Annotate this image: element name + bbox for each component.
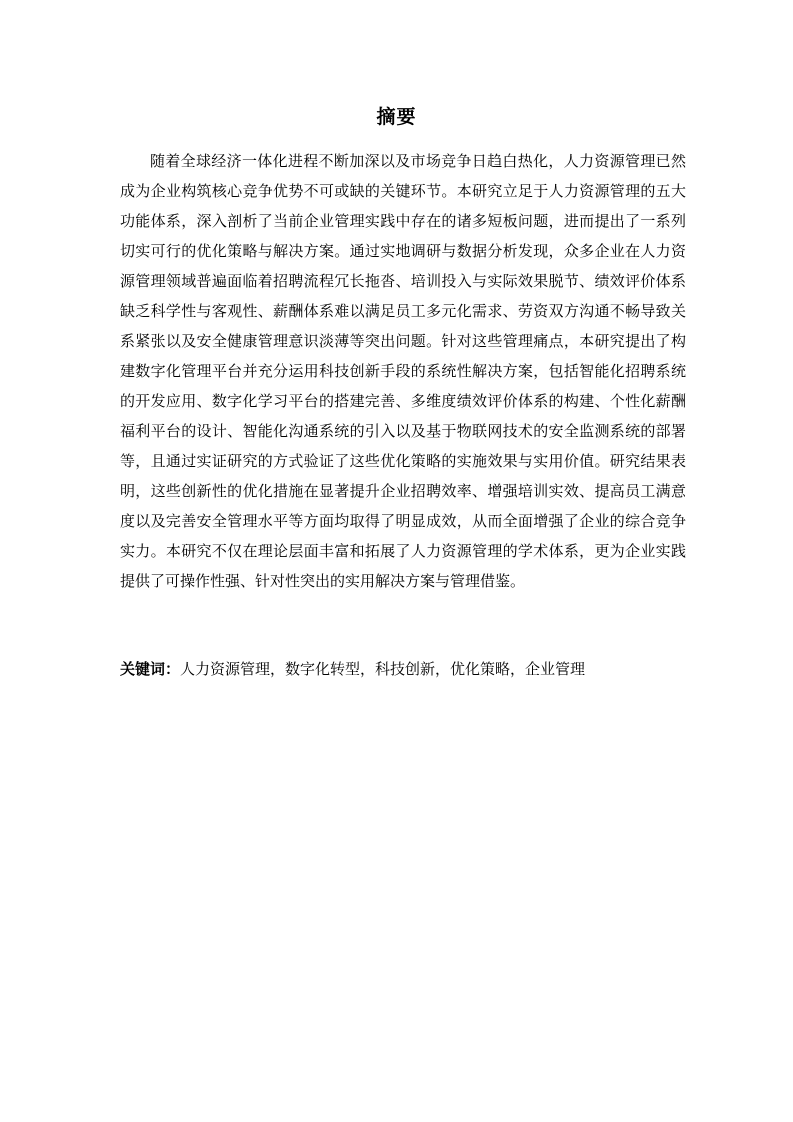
page-title: 摘要 [376, 106, 417, 128]
keywords-line [120, 655, 686, 683]
abstract-paragraph: 随着全球经济一体化进程不断加深以及市场竞争日趋白热化，人力资源管理已然成为企业构筑核心竞争优势不可或缺的关键环节。本研究立足于人力资源管理的五大功能体系，深入剖析了当前企业管理实践中存在的诸多短板问题，进而提出了一系列切实可行的优化策略与解决方案。通过实地调研与数据分析发现，众多企业在人力资源管理领域普遍面临着招聘流程冗长拖沓、培训投入与实际效果脱节、绩效评价体系缺乏科学性与客观性、薪酬体系难以满足员工多元化需求、劳资双方沟通不畅导致关系紧张以及安全健康管理意识淡薄等突出问题。针对这些管理痛点，本研究提出了构建数字化管理平台并充分运用科技创新手段的系统性解决方案，包括智能化招聘系统的开发应用、数字化学习平台的搭建完善、多维度绩效评价体系的构建、个性化薪酬福利平台的设计、智能化沟通系统的引入以及基于物联网技术的安全监测系统的部署等，且通过实证研究的方式验证了这些优化策略的实施效果与实用价值。研究结果表明，这些创新性的优化措施在显著提升企业招聘效率、增强培训实效、提高员工满意度以及完善安全管理水平等方面均取得了明显成效，从而全面增强了企业的综合竞争实力。本研究不仅在理论层面丰富和拓展了人力资源管理的学术体系，更为企业实践提供了可操作性强、针对性突出的实用解决方案与管理借鉴。 [120, 152, 686, 590]
keywords-label: 关键词： [120, 660, 181, 678]
keywords-text: 人力资源管理，数字化转型，科技创新，优化策略，企业管理 [180, 660, 586, 678]
